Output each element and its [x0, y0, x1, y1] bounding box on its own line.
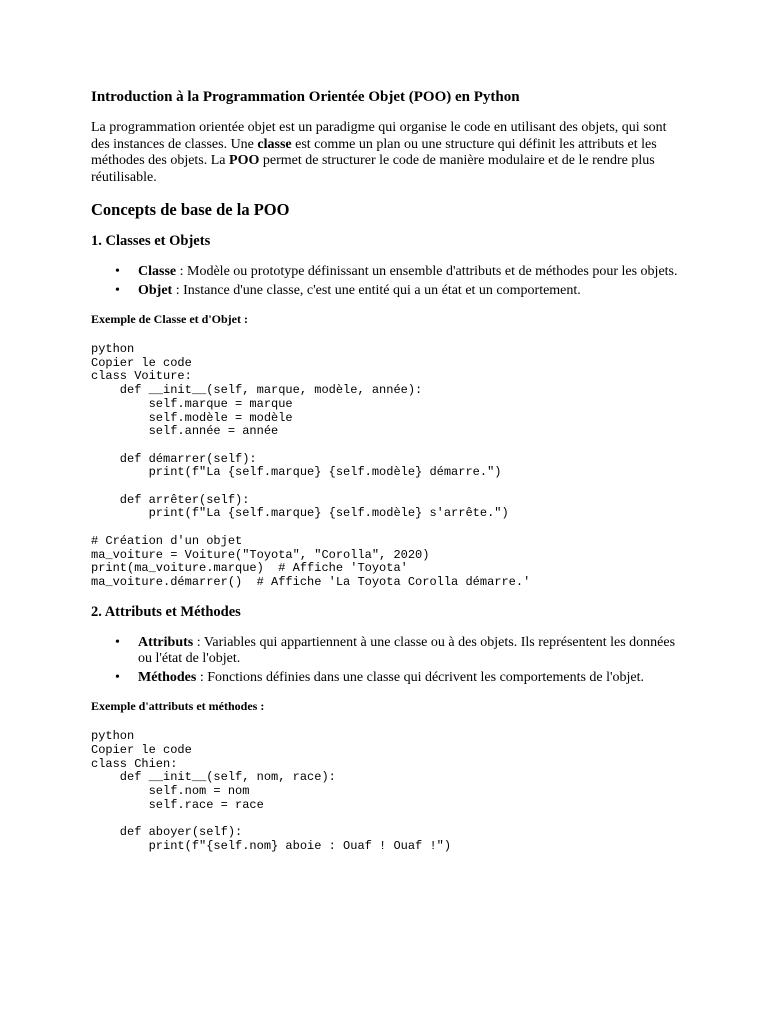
bullet-term: Classe — [138, 264, 177, 279]
intro-bold-classe: classe — [257, 136, 292, 152]
section2-example-heading: Exemple d'attributs et méthodes : — [91, 699, 265, 714]
bullet-icon: • — [115, 264, 120, 279]
intro-text-3: permet de structurer le code de manière modulaire et de le rendre plus réutilisable. — [91, 153, 655, 185]
bullet-term: Objet — [138, 282, 173, 298]
list-item — [91, 635, 681, 668]
code-block-voiture: python Copier le code class Voiture: def __init__(self, marque, modèle, année): self.marque = marque self.modèle = modèle self.année = année def démarrer(self): print(f"La {self.marque} {self.modèle} démarre.") def arrêter(self): print(f"La {self.marque} {self.modèle} s'arrête.") # Création d'un objet ma_voiture = Voiture("Toyota", "Corolla", 2020) print(ma_voiture.marque) # Affiche 'Toyota' ma_voiture.démarrer() # Affiche 'La Toyota Corolla démarre.' — [91, 342, 531, 589]
section1-bullet-list — [91, 264, 681, 299]
bullet-icon: • — [115, 634, 120, 650]
list-item — [91, 283, 681, 300]
bullet-term: Attributs — [138, 634, 194, 650]
list-item — [91, 264, 681, 281]
section1-heading: 1. Classes et Objets — [91, 233, 211, 249]
intro-text-2: est comme un plan ou une structure qui définit les attributs et les méthodes des objets. La — [91, 136, 657, 168]
bullet-text: : Variables qui appartiennent à une classe ou à des objets. Ils représentent les données ou l'état de l'objet. — [138, 634, 676, 667]
bullet-text: : Modèle ou prototype définissant un ensemble d'attributs et de méthodes pour les objets. — [176, 264, 678, 279]
intro-text-1: La programmation orientée objet est un paradigme qui organise le code en utilisant des objets, qui sont des instances de classes. Une — [91, 120, 667, 152]
bullet-text: : Fonctions définies dans une classe qui décrivent les comportements de l'objet. — [196, 669, 645, 685]
code-block-chien: python Copier le code class Chien: def __init__(self, nom, race): self.nom = nom self.race = race def aboyer(self): print(f"{self.nom} aboie : Ouaf ! Ouaf !") — [91, 729, 452, 853]
bullet-icon: • — [115, 669, 120, 685]
bullet-term: Méthodes — [138, 669, 197, 685]
bullet-text: : Instance d'une classe, c'est une entité qui a un état et un comportement. — [172, 282, 581, 298]
section1-example-heading: Exemple de Classe et d'Objet : — [91, 312, 248, 326]
section2-bullet-list — [91, 635, 681, 687]
concepts-heading: Concepts de base de la POO — [91, 200, 290, 219]
document-page — [91, 88, 681, 866]
document-title: Introduction à la Programmation Orientée Objet (POO) en Python — [91, 89, 520, 105]
section2-heading: 2. Attributs et Méthodes — [91, 603, 241, 620]
list-item — [91, 670, 681, 687]
intro-bold-poo: POO — [229, 153, 260, 168]
bullet-icon: • — [115, 282, 120, 298]
intro-paragraph — [91, 120, 681, 186]
